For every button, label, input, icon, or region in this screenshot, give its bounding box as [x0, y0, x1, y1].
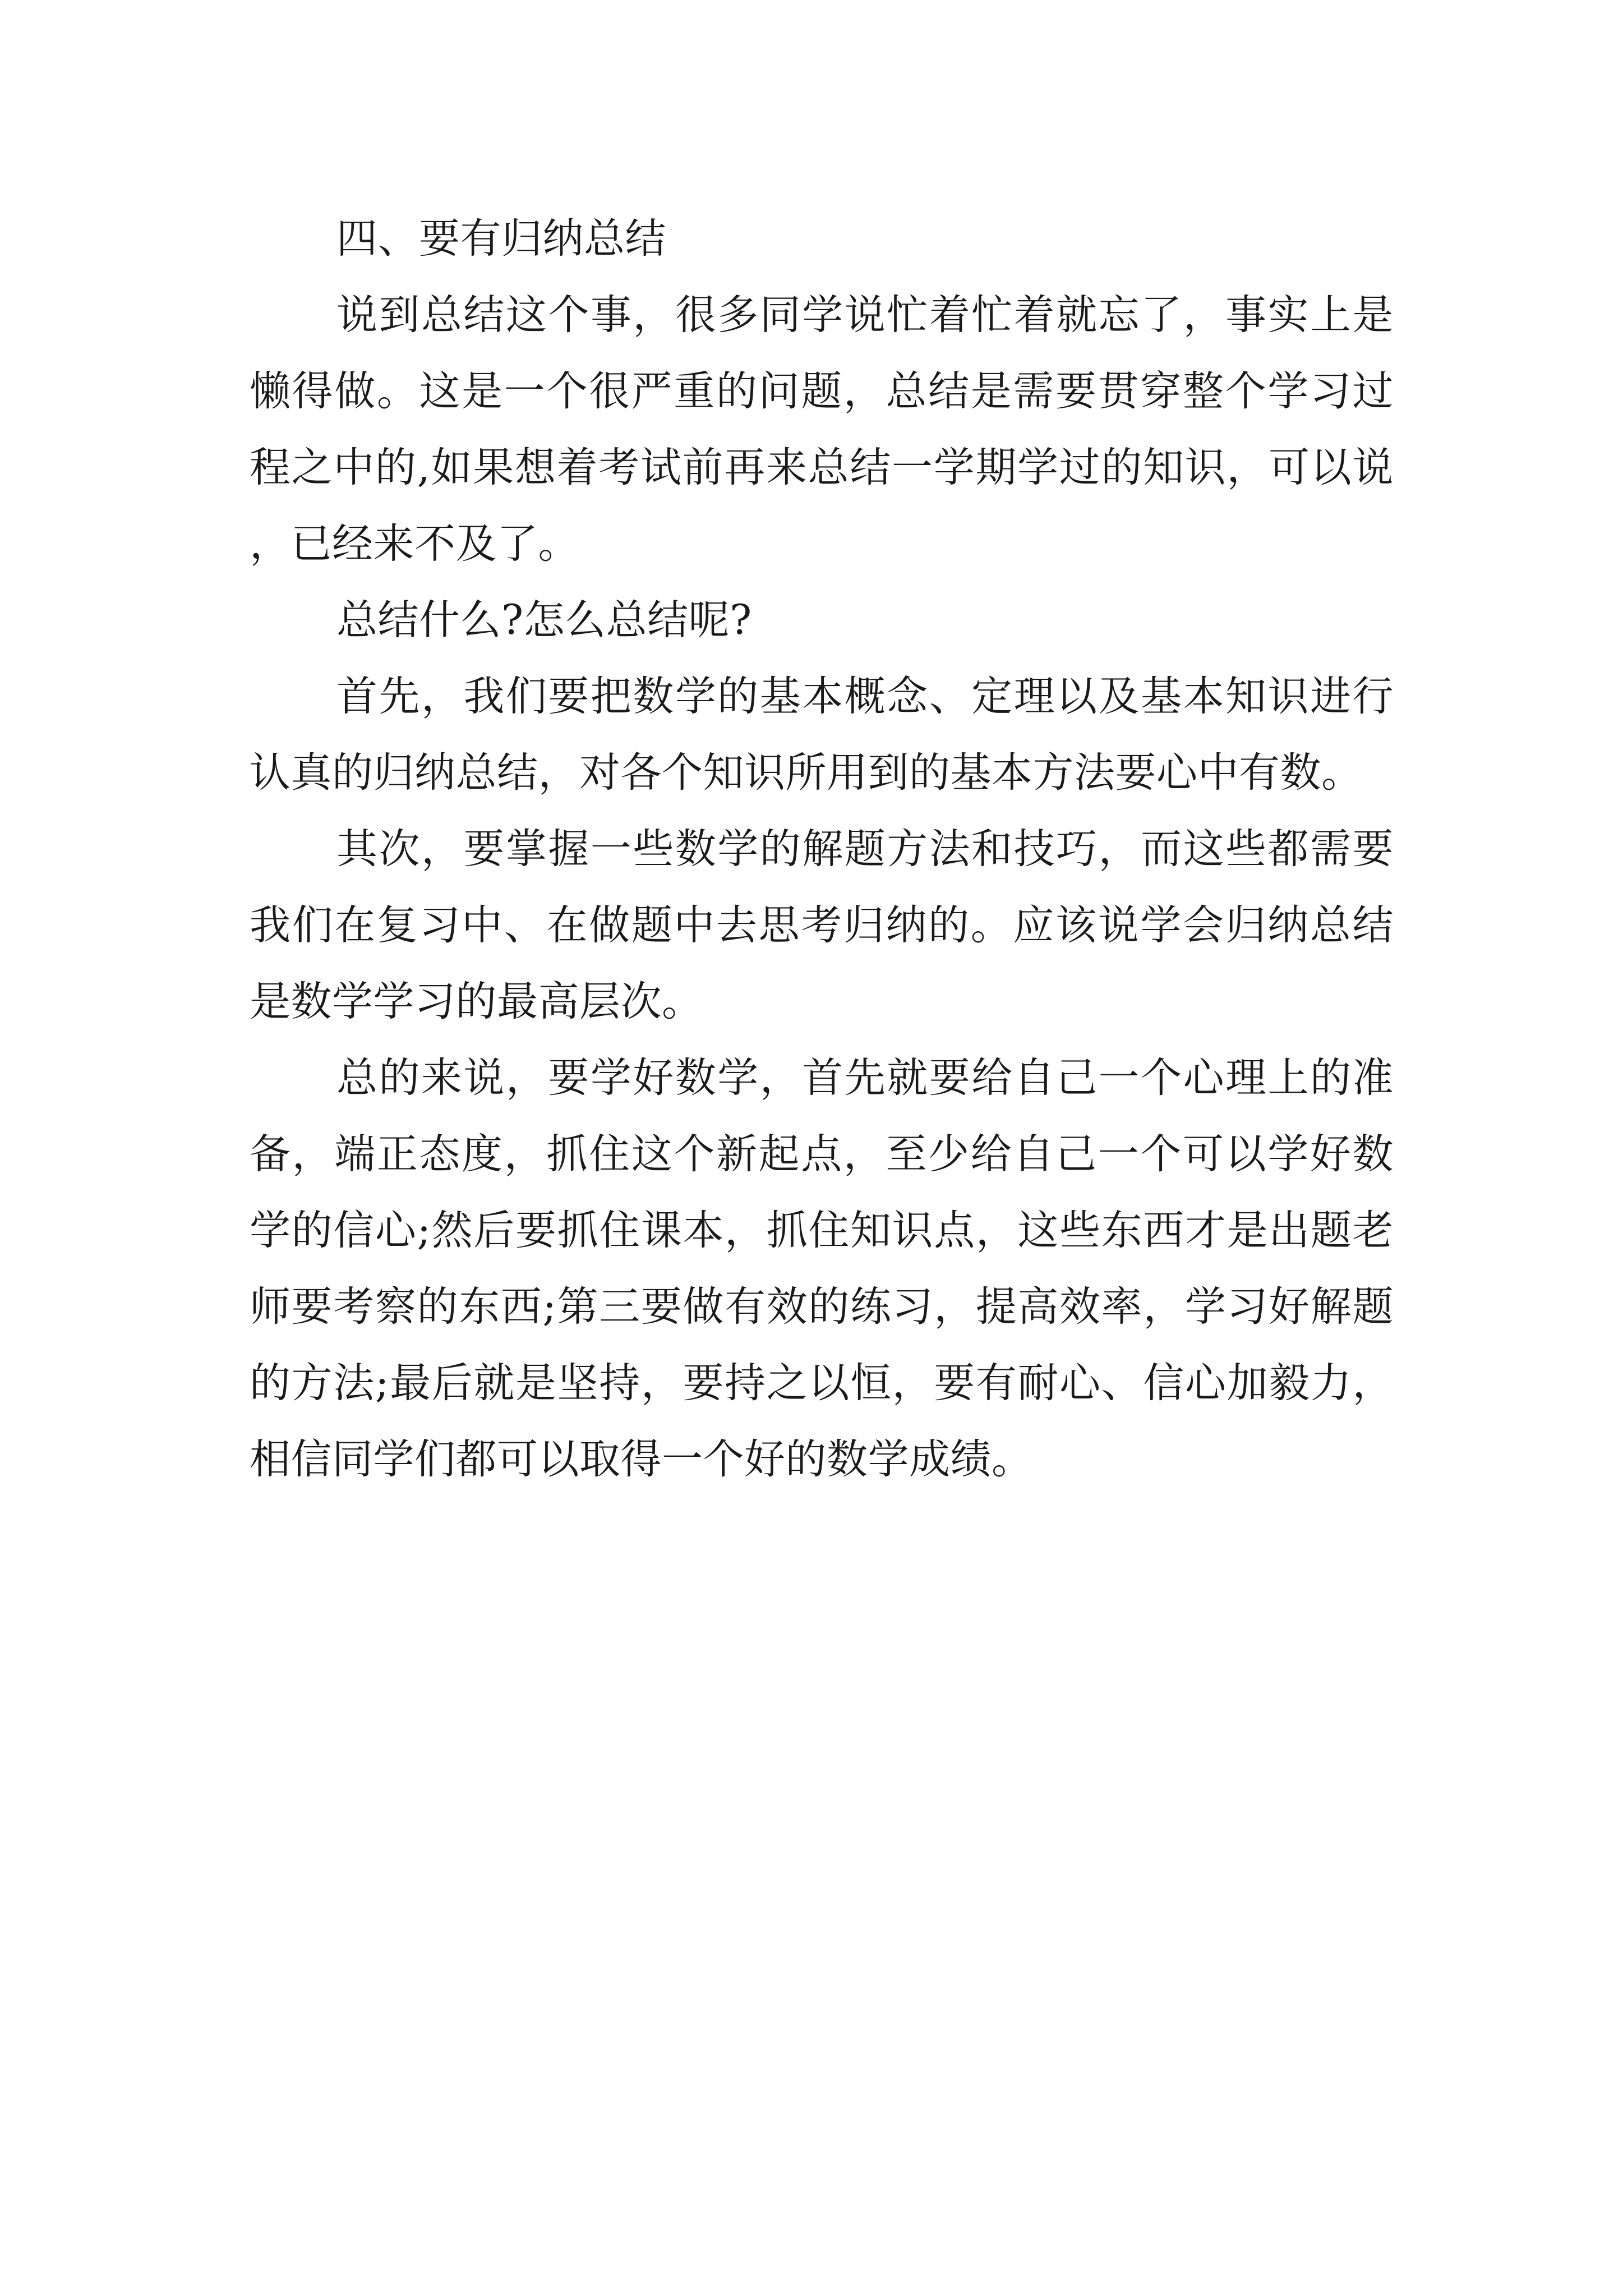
paragraph-first: 首先，我们要把数学的基本概念、定理以及基本知识进行认真的归纳总结，对各个知识所用到的基本方法要心中有数。 — [250, 673, 1394, 797]
document-body — [250, 201, 1394, 1498]
paragraph-conclusion: 总的来说，要学好数学，首先就要给自己一个心理上的准备，端正态度，抓住这个新起点，至少给自己一个可以学好数学的信心;然后要抓住课本，抓住知识点，这些东西才是出题老师要考察的东西;第三要做有效的练习，提高效率，学习好解题的方法;最后就是坚持，要持之以恒，要有耐心、信心加毅力，相信同学们都可以取得一个好的数学成绩。 — [250, 1054, 1394, 1483]
paragraph-question: 总结什么?怎么总结呢? — [336, 596, 752, 644]
paragraph-second: 其次，要掌握一些数学的解题方法和技巧，而这些都需要我们在复习中、在做题中去思考归纳的。应该说学会归纳总结是数学学习的最高层次。 — [250, 825, 1394, 1025]
paragraph-summary-importance: 说到总结这个事，很多同学说忙着忙着就忘了，事实上是懒得做。这是一个很严重的问题，总结是需要贯穿整个学习过程之中的,如果想着考试前再来总结一学期学过的知识，可以说，已经来不及了。 — [250, 291, 1394, 568]
section-heading: 四、要有归纳总结 — [336, 215, 666, 263]
